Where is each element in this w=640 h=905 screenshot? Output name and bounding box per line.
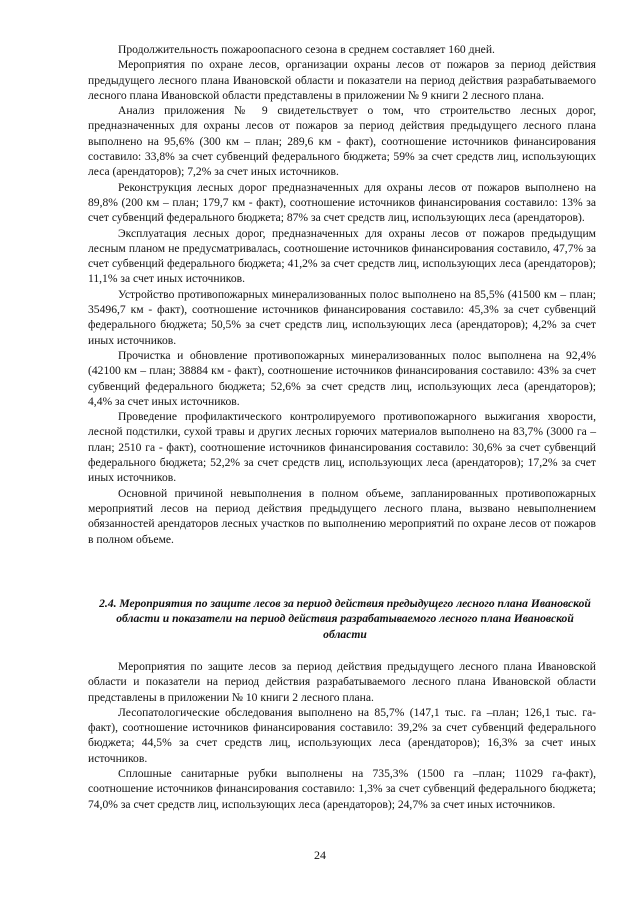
paragraph-controlled-burning: Проведение профилактического контролируемого противопожарного выжигания хворости, лесной подстилки, сухой травы и других лесных горючих материалов выполнено на 83,7% (3000 га – план; 2510 га - факт), соотношение источников финансирования составило: 30,6% за счет субвенций федерального бюджета; 52,2% за счет средств лиц, использующих леса (арендаторов); 17,2% за счет иных источников. bbox=[88, 410, 596, 485]
paragraph-road-construction: Анализ приложения № 9 свидетельствует о том, что строительство лесных дорог, предназначенных для охраны лесов от пожаров за период действия предыдущего лесного плана выполнено на 95,6% (300 км – план; 289,6 км - факт), соотношение источников финансирования составило: 33,8% за счет субвенций федерального бюджета; 59% за счет средств лиц, использующих леса (арендаторов); 7,2% за счет иных источников. bbox=[88, 104, 596, 179]
fire-protection-section bbox=[88, 42, 596, 547]
paragraph-road-operation: Эксплуатация лесных дорог, предназначенных для охраны лесов от пожаров предыдущим лесным планом не предусматривалась, соотношение источников финансирования составило, 47,7% за счет субвенций федерального бюджета; 41,2% за счет средств лиц, использующих леса (арендаторов); 11,1% за счет иных источников. bbox=[88, 226, 596, 286]
paragraph-strip-cleaning: Прочистка и обновление противопожарных минерализованных полос выполнена на 92,4% (42100 км – план; 38884 км - факт), соотношение источников финансирования составило: 43% за счет субвенций федерального бюджета; 52,6% за счет средств лиц, использующих леса (арендаторов); 4,4% за счет иных источников. bbox=[88, 348, 596, 408]
paragraph-mineralized-strips: Устройство противопожарных минерализованных полос выполнено на 85,5% (41500 км – план; 35496,7 км - факт), соотношение источников финансирования составило: 45,3% за счет субвенций федерального бюджета; 50,5% за счет средств лиц, использующих леса (арендаторов); 4,2% за счет иных источников. bbox=[88, 287, 596, 347]
paragraph-fire-measures: Мероприятия по охране лесов, организации охраны лесов от пожаров за период действия предыдущего лесного плана Ивановской области и показатели на период действия разрабатываемого лесного плана Ивановской области представлены в приложении № 9 книги 2 лесного плана. bbox=[88, 58, 596, 102]
paragraph-sanitary-cuttings: Сплошные санитарные рубки выполнены на 735,3% (1500 га –план; 11029 га-факт), соотношение источников финансирования составило: 1,3% за счет субвенций федерального бюджета; 74,0% за счет средств лиц, использующих леса (арендаторов); 24,7% за счет иных источников. bbox=[88, 767, 596, 811]
section-heading-forest-protection: 2.4. Мероприятия по защите лесов за период действия предыдущего лесного плана Ивановской области и показатели на период действия разрабатываемого лесного плана Ивановской области bbox=[99, 597, 591, 641]
paragraph-fire-season: Продолжительность пожароопасного сезона в среднем составляет 160 дней. bbox=[118, 43, 495, 56]
paragraph-road-reconstruction: Реконструкция лесных дорог предназначенных для охраны лесов от пожаров выполнено на 89,8% (200 км – план; 179,7 км - факт), соотношение источников финансирования составило: 13% за счет субвенций федерального бюджета; 87% за счет средств лиц, использующих леса (арендаторов). bbox=[88, 180, 596, 225]
page-number: 24 bbox=[314, 848, 326, 862]
forest-protection-section bbox=[88, 659, 596, 812]
paragraph-main-reason: Основной причиной невыполнения в полном объеме, запланированных противопожарных мероприятий лесов на период действия предыдущего лесного плана, вызвано невыполнением обязанностей арендаторов лесных участков по выполнению мероприятий по охране лесов от пожаров в полном объеме. bbox=[88, 486, 596, 546]
paragraph-protection-measures: Мероприятия по защите лесов за период действия предыдущего лесного плана Ивановской области и показатели на период действия разрабатываемого лесного плана Ивановской области представлены в приложении № 10 книги 2 лесного плана. bbox=[88, 660, 596, 704]
paragraph-pathology-surveys: Лесопатологические обследования выполнено на 85,7% (147,1 тыс. га –план; 126,1 тыс. га- факт), соотношение источников финансирования составило: 39,2% за счет субвенций федерального бюджета; 44,5% за счет средств лиц, использующих леса (арендаторов); 16,3% за счет иных источников. bbox=[88, 705, 596, 765]
